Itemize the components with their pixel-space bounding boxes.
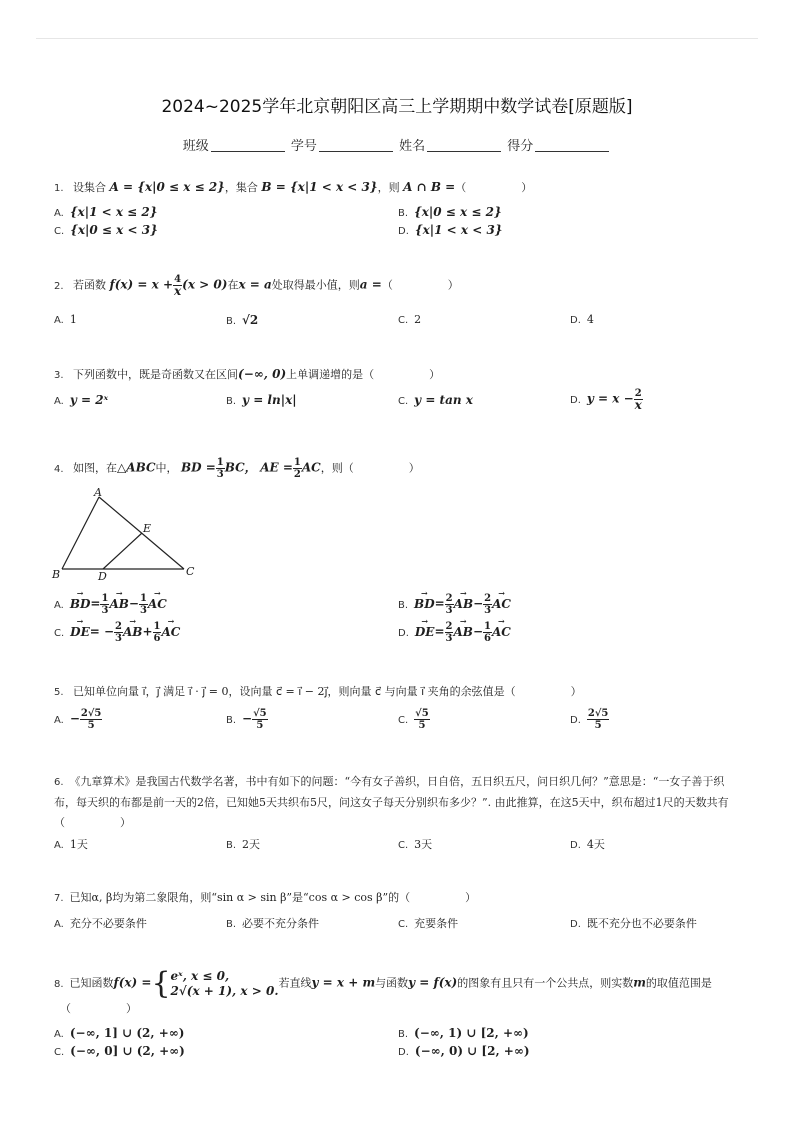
vector-term: → AC xyxy=(492,625,511,639)
math-sign: − xyxy=(472,624,483,639)
option-label: B. xyxy=(226,316,237,327)
math-expr: BC， xyxy=(224,460,257,475)
option-label: D. xyxy=(398,226,409,237)
option-text: (−∞, 0) ∪ [2, +∞) xyxy=(414,1044,530,1058)
option-a[interactable] xyxy=(54,313,77,326)
question-number: 7. xyxy=(54,893,64,904)
vector-lhs: → DE xyxy=(70,625,90,639)
option-b[interactable] xyxy=(398,205,502,219)
answer-paren: （ ） xyxy=(381,278,459,292)
question-number: 6. xyxy=(54,777,64,788)
option-text: {x|0 ≤ x < 3} xyxy=(70,223,158,237)
option-text: {x|1 < x ≤ 2} xyxy=(69,205,158,219)
option-label: A. xyxy=(54,1029,64,1040)
denominator: 5 xyxy=(594,720,602,731)
option-b[interactable] xyxy=(226,915,319,931)
option-c[interactable] xyxy=(398,313,421,326)
option-a[interactable] xyxy=(54,836,88,852)
option-c[interactable] xyxy=(54,223,158,237)
math-expr: m xyxy=(633,975,646,990)
option-b[interactable] xyxy=(226,836,260,852)
math-sign: − xyxy=(473,596,484,611)
option-d[interactable] xyxy=(398,223,503,237)
point-e-label: E xyxy=(143,522,152,535)
vector-lhs: → DE xyxy=(415,625,435,639)
option-d[interactable] xyxy=(570,836,605,852)
case-2: 2√(x + 1), x > 0. xyxy=(170,983,279,998)
option-text: 既不充分也不必要条件 xyxy=(586,917,697,930)
option-d[interactable] xyxy=(570,915,697,931)
option-label: C. xyxy=(398,919,409,930)
numerator: √5 xyxy=(253,708,267,719)
option-label: C. xyxy=(398,714,409,726)
denominator: x xyxy=(634,398,642,412)
question-number: 8. xyxy=(54,978,64,990)
option-label: A. xyxy=(54,599,64,611)
option-text: 4 xyxy=(586,313,594,326)
numerator: 1 xyxy=(216,457,224,468)
denominator: 3 xyxy=(445,633,453,644)
question-4 xyxy=(54,457,420,480)
question-text: 的图象有且只有一个公共点，则实数 xyxy=(457,976,634,990)
numerator: 1 xyxy=(139,593,147,604)
option-label: C. xyxy=(54,226,65,237)
denominator: 6 xyxy=(153,633,161,644)
option-a[interactable] xyxy=(54,205,157,219)
math-sign: − xyxy=(69,711,80,726)
option-label: C. xyxy=(54,627,65,639)
math-sign: − xyxy=(128,596,139,611)
vector-term: → AC xyxy=(161,625,180,639)
denominator: 3 xyxy=(484,605,492,616)
math-sign: = xyxy=(434,596,445,611)
option-text: y = 2ˣ xyxy=(69,393,109,407)
option-c[interactable] xyxy=(398,708,430,731)
answer-paren: （ ） xyxy=(455,181,533,194)
option-text: 1天 xyxy=(69,838,88,851)
math-expr: AC xyxy=(301,460,321,475)
option-text: (−∞, 0] ∪ (2, +∞) xyxy=(70,1044,185,1058)
option-text: 2天 xyxy=(242,838,261,851)
fraction xyxy=(252,708,268,731)
option-label: B. xyxy=(226,919,237,930)
option-text: {x|0 ≤ x ≤ 2} xyxy=(414,205,502,219)
fraction xyxy=(483,621,492,644)
vector-term: → AB xyxy=(453,625,472,639)
option-text: y = tan x xyxy=(414,393,473,407)
piecewise-cases xyxy=(171,969,279,999)
option-label: B. xyxy=(226,840,237,851)
denominator: x xyxy=(174,284,182,298)
question-6 xyxy=(54,772,744,833)
denominator: 5 xyxy=(418,720,426,731)
score-blank[interactable] xyxy=(535,139,609,152)
question-text: 如图，在 xyxy=(73,461,118,475)
option-b[interactable] xyxy=(398,593,511,616)
question-text: 已知单位向量 i⃗，j⃗ 满足 i⃗ · j⃗ = 0，设向量 c⃗ = i⃗ − 2j⃗，则向量 c⃗ 与向量 i⃗ 夹角的余弦值是（ ） xyxy=(73,685,582,698)
option-label: D. xyxy=(570,919,581,930)
option-d[interactable] xyxy=(398,1044,530,1058)
numerator: 2 xyxy=(115,621,122,632)
option-label: D. xyxy=(570,714,581,726)
numerator: 1 xyxy=(293,457,301,468)
question-text: 已知α, β均为第二象限角，则“sin α > sin β”是“cos α > cos β”的（ ） xyxy=(69,891,477,904)
math-expr: (x > 0) xyxy=(182,277,228,292)
option-text: √2 xyxy=(242,313,259,327)
fraction xyxy=(139,593,148,616)
option-c[interactable] xyxy=(54,1044,185,1058)
option-d[interactable] xyxy=(570,388,643,411)
option-label: A. xyxy=(54,396,64,407)
piecewise-brace: { xyxy=(151,966,171,1001)
question-text: ，集合 xyxy=(224,181,258,194)
denominator: 2 xyxy=(293,469,301,480)
option-a[interactable] xyxy=(54,708,102,731)
answer-paren: （ ） xyxy=(60,1002,137,1015)
math-expr: BD = xyxy=(181,460,216,475)
option-label: B. xyxy=(398,599,409,611)
numerator: 4 xyxy=(174,274,182,285)
page-title: 2024~2025学年北京朝阳区高三上学期期中数学试卷[原题版] xyxy=(161,97,633,117)
vector-term: → AB xyxy=(109,597,128,611)
question-text: 上单调递增的是（ ） xyxy=(286,368,441,381)
segment-de xyxy=(103,533,142,569)
option-d[interactable] xyxy=(570,708,609,731)
numerator: √5 xyxy=(415,708,429,719)
numerator: 2 xyxy=(634,388,642,399)
triangle-figure xyxy=(50,487,200,582)
math-expr: B = {x|1 < x < 3} xyxy=(261,180,378,194)
fraction xyxy=(445,593,454,616)
fraction xyxy=(173,274,182,297)
option-text: (−∞, 1] ∪ (2, +∞) xyxy=(69,1026,185,1040)
math-sign: = xyxy=(434,624,445,639)
option-c[interactable] xyxy=(398,915,458,931)
question-text: ，则（ ） xyxy=(320,461,420,475)
denominator: 3 xyxy=(115,633,122,644)
math-sign: = xyxy=(90,596,101,611)
numerator: 1 xyxy=(101,593,109,604)
class-blank[interactable] xyxy=(211,139,285,152)
question-text: 《九章算术》是我国古代数学名著，书中有如下的问题：“今有女子善织，日自倍，五日织五尺，问日织几何？”意思是：“一女子善于织布，每天织的布都是前一天的2倍，已知她5天共织布5尺，问这女子每天分别织布多少？”. 由此推算，在这5天中，织布超过1尺的天数共有（ ） xyxy=(54,775,729,829)
option-text: 2 xyxy=(414,313,422,326)
option-b[interactable] xyxy=(226,313,258,327)
option-label: C. xyxy=(398,315,409,326)
option-a[interactable] xyxy=(54,915,147,931)
id-blank[interactable] xyxy=(319,139,393,152)
fraction xyxy=(114,621,123,644)
id-label: 学号 xyxy=(290,139,317,154)
question-5 xyxy=(54,683,582,699)
vertex-c-label: C xyxy=(186,565,195,578)
denominator: 5 xyxy=(87,720,95,731)
denominator: 3 xyxy=(139,605,147,616)
option-label: B. xyxy=(226,714,237,726)
math-expr: A = {x|0 ≤ x ≤ 2} xyxy=(109,180,225,194)
vector-term: → AC xyxy=(492,597,511,611)
question-text: 若函数 xyxy=(73,278,107,292)
option-text: y = ln|x| xyxy=(242,393,297,407)
question-text: 处取得最小值，则 xyxy=(271,278,360,292)
math-expr: y = x + m xyxy=(311,975,376,990)
fraction xyxy=(216,457,225,480)
option-label: C. xyxy=(398,396,409,407)
option-c[interactable] xyxy=(398,836,432,852)
denominator: 5 xyxy=(256,720,264,731)
option-c[interactable] xyxy=(54,621,180,644)
question-text: 设集合 xyxy=(73,181,107,194)
math-expr: AE = xyxy=(260,460,293,475)
question-8-paren xyxy=(60,1000,137,1016)
question-3 xyxy=(54,366,440,382)
denominator: 6 xyxy=(484,633,491,644)
name-label: 姓名 xyxy=(399,139,426,154)
option-label: D. xyxy=(570,394,581,406)
math-sign: + xyxy=(142,624,153,639)
question-number: 5. xyxy=(54,687,64,698)
vector-term: → AB xyxy=(123,625,142,639)
numerator: 2 xyxy=(445,621,453,632)
option-text: 4天 xyxy=(586,838,605,851)
question-text: 与函数 xyxy=(375,976,409,990)
option-b[interactable] xyxy=(398,1026,529,1040)
math-expr: (−∞, 0) xyxy=(238,367,287,381)
class-label: 班级 xyxy=(182,139,209,154)
option-label: C. xyxy=(398,840,409,851)
math-expr: A ∩ B = xyxy=(403,180,456,194)
option-label: A. xyxy=(54,208,64,219)
fraction xyxy=(634,388,643,411)
math-expr: f(x) = xyxy=(113,975,152,990)
question-number: 3. xyxy=(54,370,64,381)
option-label: B. xyxy=(226,396,237,407)
vertex-b-label: B xyxy=(52,568,61,581)
fraction xyxy=(293,457,302,480)
option-b[interactable] xyxy=(226,393,297,407)
numerator: 2 xyxy=(445,593,453,604)
case-1: eˣ, x ≤ 0, xyxy=(170,968,230,983)
question-8 xyxy=(54,966,712,1001)
fraction xyxy=(587,708,610,731)
question-number: 2. xyxy=(54,280,64,292)
math-expr: y = f(x) xyxy=(408,975,458,990)
denominator: 3 xyxy=(216,469,224,480)
question-text: 已知函数 xyxy=(69,976,114,990)
question-text: ，则 xyxy=(377,181,400,194)
student-info-line xyxy=(0,135,794,154)
option-label: B. xyxy=(398,1029,409,1040)
question-number: 1. xyxy=(54,183,64,194)
option-label: C. xyxy=(54,1047,65,1058)
fraction xyxy=(483,593,492,616)
math-expr: △ABC xyxy=(117,460,156,475)
option-label: A. xyxy=(54,315,64,326)
fraction xyxy=(414,708,430,731)
name-blank[interactable] xyxy=(427,139,501,152)
question-text: 下列函数中，既是奇函数又在区间 xyxy=(73,368,239,381)
option-c[interactable] xyxy=(398,393,473,407)
option-label: D. xyxy=(398,1047,409,1058)
score-label: 得分 xyxy=(507,139,534,154)
option-text: 必要不充分条件 xyxy=(242,917,320,930)
option-label: D. xyxy=(570,315,581,326)
numerator: 1 xyxy=(484,621,491,632)
question-text: 若直线 xyxy=(278,976,312,990)
math-expr: x = a xyxy=(238,277,272,292)
vector-lhs: → BD xyxy=(414,597,435,611)
option-a[interactable] xyxy=(54,593,167,616)
option-label: B. xyxy=(398,208,409,219)
option-d[interactable] xyxy=(398,621,511,644)
option-d[interactable] xyxy=(570,313,594,326)
denominator: 3 xyxy=(445,605,453,616)
math-sign: − xyxy=(242,711,253,726)
numerator: 2 xyxy=(484,593,492,604)
option-text: y = x − xyxy=(586,391,634,406)
question-2 xyxy=(54,274,459,297)
vector-lhs: → BD xyxy=(70,597,91,611)
question-1 xyxy=(54,179,532,195)
denominator: 3 xyxy=(101,605,109,616)
option-text: 充分不必要条件 xyxy=(69,917,147,930)
option-label: A. xyxy=(54,714,64,726)
math-expr: f(x) = x + xyxy=(109,277,174,292)
question-7 xyxy=(54,889,476,905)
option-text: {x|1 < x < 3} xyxy=(414,223,503,237)
header-divider xyxy=(36,38,758,39)
vector-term: → AC xyxy=(148,597,167,611)
math-expr: a = xyxy=(359,277,382,292)
numerator: 2√5 xyxy=(587,708,609,719)
question-text: 中， xyxy=(155,461,178,475)
option-label: A. xyxy=(54,919,64,930)
option-b[interactable] xyxy=(226,708,268,731)
option-text: (−∞, 1) ∪ [2, +∞) xyxy=(414,1026,529,1040)
option-text: 3天 xyxy=(414,838,433,851)
numerator: 1 xyxy=(153,621,161,632)
option-text: 充要条件 xyxy=(414,917,459,930)
question-text: 的取值范围是 xyxy=(645,976,712,990)
option-a[interactable] xyxy=(54,1026,184,1040)
math-sign: = − xyxy=(89,624,115,639)
vector-term: → AB xyxy=(454,597,473,611)
numerator: 2√5 xyxy=(80,708,102,719)
point-d-label: D xyxy=(98,570,107,582)
option-a[interactable] xyxy=(54,393,108,407)
option-label: D. xyxy=(398,627,409,639)
fraction xyxy=(80,708,103,731)
side-ab xyxy=(62,497,99,569)
option-text: 1 xyxy=(69,313,77,326)
option-label: D. xyxy=(570,840,581,851)
vertex-a-label: A xyxy=(94,487,102,499)
question-text: 在 xyxy=(227,278,239,292)
option-label: A. xyxy=(54,840,64,851)
question-number: 4. xyxy=(54,463,64,475)
